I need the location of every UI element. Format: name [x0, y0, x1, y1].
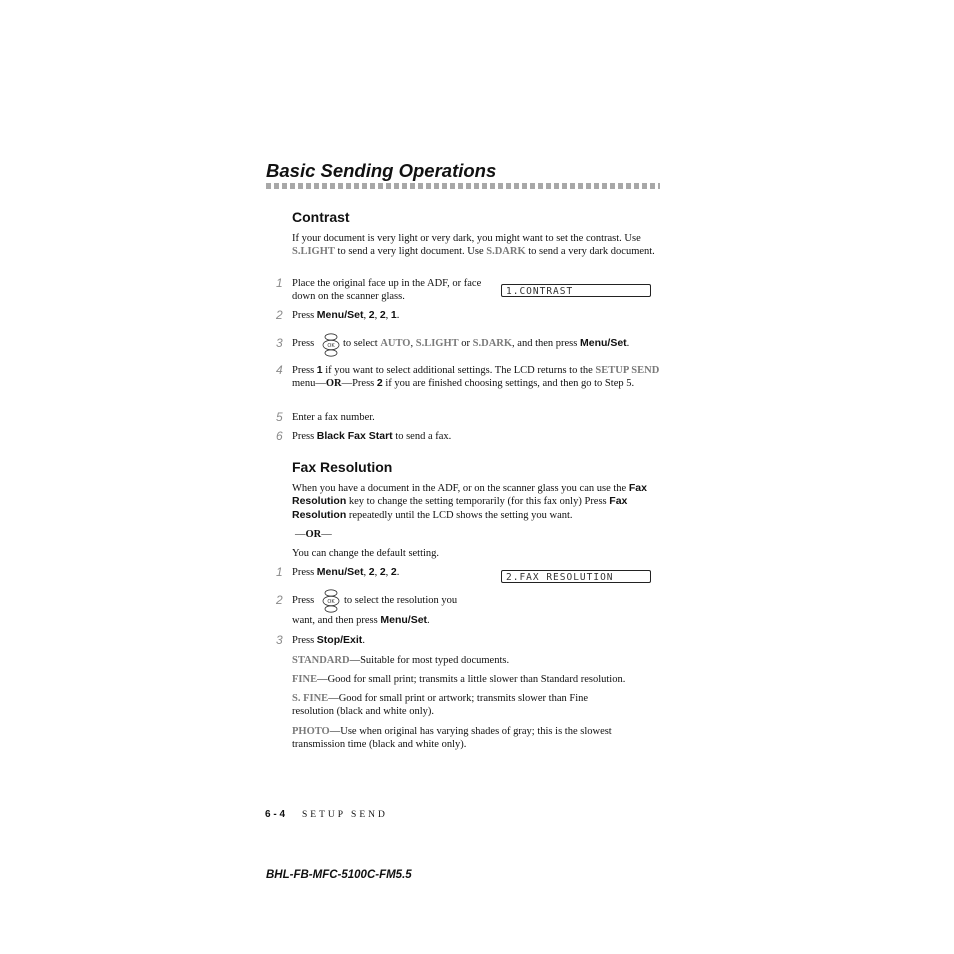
- contrast-heading: Contrast: [292, 209, 350, 225]
- contrast-step-5: Enter a fax number.: [292, 412, 375, 423]
- option-photo: PHOTO—Use when original has varying shades of gray; this is the slowest transmission time (black and white only).: [292, 726, 612, 751]
- fax-resolution-step-3: Press Stop/Exit.: [292, 634, 365, 646]
- step-number: 1: [276, 565, 283, 579]
- contrast-step-2: Press Menu/Set, 2, 2, 1.: [292, 309, 400, 321]
- lcd-display-contrast: 1.CONTRAST: [501, 284, 651, 297]
- svg-text:OK: OK: [327, 343, 335, 349]
- fax-resolution-step-2-text: to select the resolution you: [344, 595, 458, 606]
- document-code: BHL-FB-MFC-5100C-FM5.5: [266, 869, 412, 881]
- navigation-key-icon: [320, 589, 342, 613]
- default-setting-text: You can change the default setting.: [292, 548, 440, 559]
- contrast-step-3-text: to select AUTO, S.LIGHT or S.DARK, and then press Menu/Set.: [343, 337, 630, 349]
- contrast-step-1: Place the original face up in the ADF, or face down on the scanner glass.: [292, 278, 482, 303]
- step-number: 2: [276, 308, 283, 322]
- svg-text:OK: OK: [327, 599, 335, 605]
- footer-section-title: SETUP SEND: [302, 810, 388, 820]
- contrast-step-6: Press Black Fax Start to send a fax.: [292, 430, 452, 442]
- page-title: Basic Sending Operations: [266, 160, 497, 181]
- step-number: 3: [276, 633, 283, 647]
- step-number: 4: [276, 363, 283, 377]
- navigation-key-icon: [320, 333, 342, 357]
- fax-resolution-intro: When you have a document in the ADF, or on the scanner glass you can use the Fax Resolution key to change the setting temporarily (for this fax only) Press Fax Resolution repeatedly until the LCD shows the setting you want.: [292, 482, 647, 521]
- page-number: 6 - 4: [265, 809, 286, 820]
- step-number: 1: [276, 276, 283, 290]
- fax-resolution-step-1: Press Menu/Set, 2, 2, 2.: [292, 566, 400, 578]
- option-s-fine: S. FINE—Good for small print or artwork; transmits slower than Fine resolution (black and white only).: [292, 693, 589, 718]
- fax-resolution-step-2: Press: [292, 595, 315, 606]
- fax-resolution-heading: Fax Resolution: [292, 459, 393, 475]
- contrast-step-3: Press: [292, 338, 315, 349]
- step-number: 6: [276, 429, 283, 443]
- title-divider: [266, 183, 660, 189]
- step-number: 5: [276, 410, 283, 424]
- or-separator: —OR—: [295, 529, 332, 540]
- lcd-display-fax-resolution: 2.FAX RESOLUTION: [501, 570, 651, 583]
- step-number: 2: [276, 593, 283, 607]
- fax-resolution-step-2-line2: want, and then press Menu/Set.: [292, 614, 430, 626]
- contrast-step-4: Press 1 if you want to select additional settings. The LCD returns to the SETUP SEND menu—OR—Press 2 if you are finished choosing settings, and then go to Step 5.: [292, 364, 660, 390]
- step-number: 3: [276, 336, 283, 350]
- contrast-intro: If your document is very light or very dark, you might want to set the contrast. Use S.LIGHT to send a very light document. Use S.DARK to send a very dark document.: [292, 233, 655, 258]
- option-fine: FINE—Good for small print; transmits a little slower than Standard resolution.: [292, 674, 626, 685]
- option-standard: STANDARD—Suitable for most typed documents.: [292, 655, 510, 666]
